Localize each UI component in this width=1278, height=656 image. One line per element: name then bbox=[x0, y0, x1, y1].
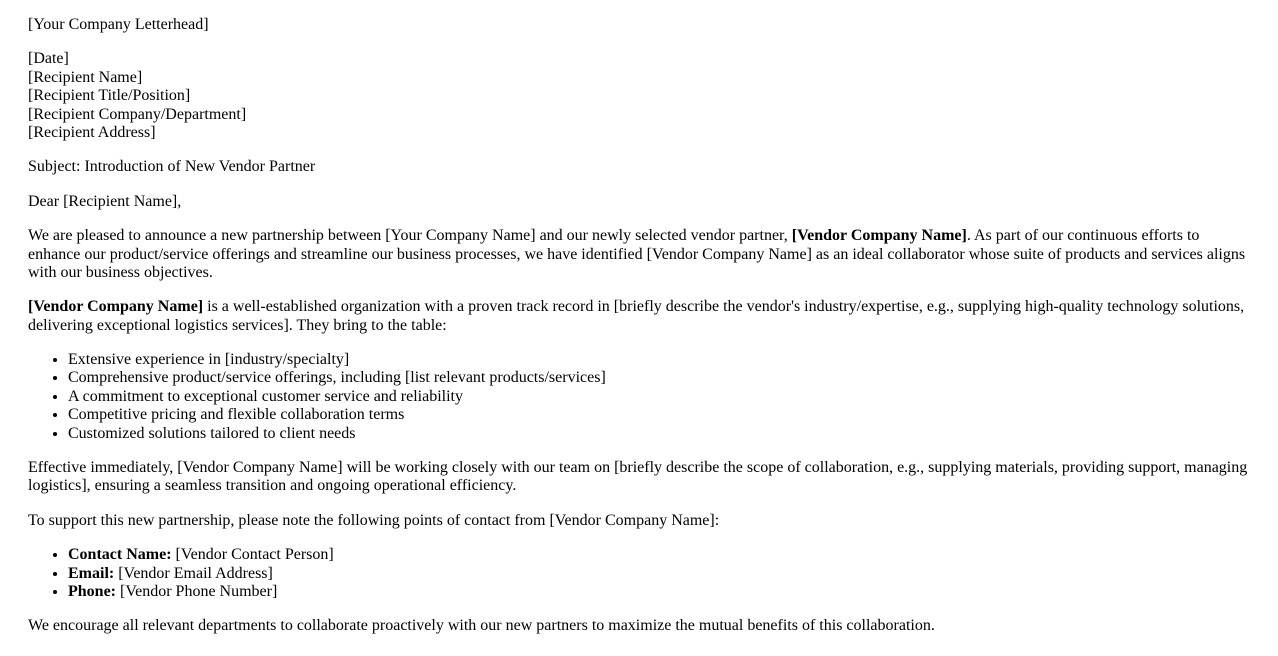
support-paragraph: To support this new partnership, please note the following points of contact from [Vendor Company Name]: bbox=[28, 511, 720, 529]
date-line: [Date] bbox=[28, 50, 69, 68]
recipient-name-line: [Recipient Name] bbox=[28, 68, 143, 86]
letter-document bbox=[28, 16, 1248, 636]
vendor-company-name-bold: [Vendor Company Name] bbox=[791, 227, 967, 245]
vendor-description-text: is a well-established organization with a proven track record in [briefly describe the vendor's industry/expertise, e.g., supplying high-quality technology solutions, delivering exceptional logistics services]. They bring to the table: bbox=[28, 298, 1245, 334]
intro-paragraph-text: We are pleased to announce a new partnership between [Your Company Name] and our newly selected vendor partner, bbox=[28, 227, 792, 245]
recipient-address-line: [Recipient Address] bbox=[28, 123, 156, 141]
list-item: • Customized solutions tailored to client needs bbox=[68, 425, 1248, 443]
benefits-list bbox=[28, 351, 1248, 443]
recipient-title-line: [Recipient Title/Position] bbox=[28, 87, 191, 105]
salutation: Dear [Recipient Name], bbox=[28, 192, 182, 210]
list-item bbox=[68, 546, 1248, 564]
closing-paragraph: We encourage all relevant departments to collaborate proactively with our new partners to maximize the mutual benefits of this collaboration. bbox=[28, 617, 935, 635]
list-item bbox=[68, 583, 1248, 601]
subject-line: Subject: Introduction of New Vendor Partner bbox=[28, 158, 316, 176]
contact-label: Contact Name: bbox=[68, 546, 172, 564]
recipient-block bbox=[28, 50, 1248, 142]
list-item: • Comprehensive product/service offerings, including [list relevant products/services] bbox=[68, 369, 1248, 387]
vendor-company-name-bold: [Vendor Company Name] bbox=[28, 298, 204, 316]
contact-value: [Vendor Phone Number] bbox=[116, 582, 278, 600]
intro-paragraph-text: . As part of our continuous efforts to enhance our product/service offerings and streamline our business processes, we have identified [Vendor Company Name] as an ideal collaborator whose suite of products and services aligns with our business objectives. bbox=[28, 227, 1246, 281]
list-item: • A commitment to exceptional customer service and reliability bbox=[68, 388, 1248, 406]
vendor-description-paragraph bbox=[28, 298, 1248, 335]
contact-label: Phone: bbox=[68, 582, 116, 600]
list-item: • Competitive pricing and flexible collaboration terms bbox=[68, 406, 1248, 424]
letterhead: [Your Company Letterhead] bbox=[28, 16, 209, 33]
list-item bbox=[68, 565, 1248, 583]
intro-paragraph bbox=[28, 227, 1248, 282]
contact-value: [Vendor Contact Person] bbox=[171, 546, 334, 564]
recipient-company-line: [Recipient Company/Department] bbox=[28, 105, 247, 123]
effective-paragraph: Effective immediately, [Vendor Company Name] will be working closely with our team on [briefly describe the scope of collaboration, e.g., supplying materials, providing support, managing logistics], ensuring a seamless transition and ongoing operational efficiency. bbox=[28, 459, 1248, 495]
list-item: • Extensive experience in [industry/specialty] bbox=[68, 351, 1248, 369]
contact-label: Email: bbox=[68, 564, 115, 582]
contacts-list bbox=[28, 546, 1248, 601]
contact-value: [Vendor Email Address] bbox=[114, 564, 273, 582]
